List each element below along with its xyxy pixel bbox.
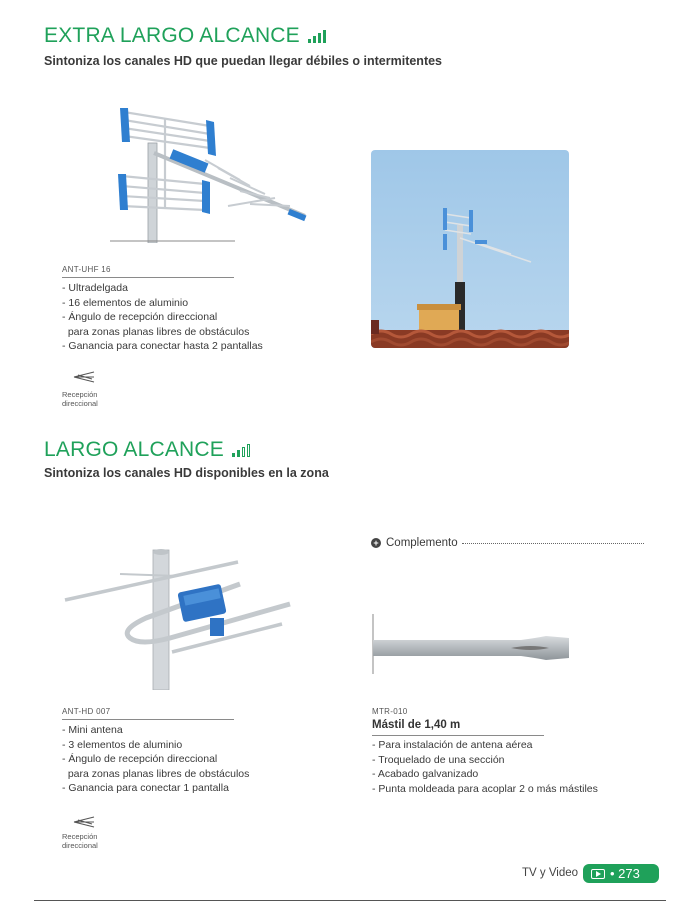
section1-title <box>44 24 326 48</box>
hd-mini-antenna-image <box>60 548 300 690</box>
list-item: - Mini antena <box>62 724 123 736</box>
section1-subtitle: Sintoniza los canales HD que puedan llegar débiles o intermitentes <box>44 54 443 68</box>
direction-icon <box>72 370 96 384</box>
list-item: - Para instalación de antena aérea <box>372 739 533 751</box>
mast-feature-list <box>372 738 598 796</box>
list-item: - Punta moldeada para acoplar 2 o más mástiles <box>372 782 598 795</box>
mast-divider <box>372 735 544 736</box>
direction-label-line: Recepción <box>62 832 98 841</box>
page-number-badge <box>583 864 659 883</box>
mast-title: Mástil de 1,40 m <box>372 719 461 731</box>
list-item: - Ángulo de recepción direccional <box>62 753 218 765</box>
plus-circle-icon: + <box>371 538 381 548</box>
direction-label-line: Recepción <box>62 390 98 399</box>
installed-antenna-photo <box>371 150 569 348</box>
direction-icon <box>72 815 96 829</box>
tv-play-icon <box>591 869 605 879</box>
signal-bars-icon <box>232 443 250 457</box>
list-item: - Ganancia para conectar 1 pantalla <box>62 782 229 794</box>
direction-label <box>62 832 122 850</box>
list-item: para zonas planas libres de obstáculos <box>62 325 250 338</box>
footer-category: TV y Video <box>522 867 579 879</box>
list-item: - Acabado galvanizado <box>372 768 479 780</box>
section1-divider <box>62 277 234 278</box>
uhf-antenna-image <box>110 98 320 243</box>
list-item: - Troquelado de una sección <box>372 753 505 766</box>
list-item: - 3 elementos de aluminio <box>62 738 183 751</box>
mast-product-code: MTR-010 <box>372 707 408 716</box>
list-item: - 16 elementos de aluminio <box>62 296 189 309</box>
direction-label <box>62 390 122 408</box>
section2-divider <box>62 719 234 720</box>
section2-product-code: ANT-HD 007 <box>62 707 111 716</box>
direction-label-line: direccional <box>62 399 98 408</box>
section2-subtitle: Sintoniza los canales HD disponibles en la zona <box>44 466 329 480</box>
footer-rule <box>34 900 666 901</box>
list-item: para zonas planas libres de obstáculos <box>62 767 250 780</box>
list-item: - Ángulo de recepción direccional <box>62 311 218 323</box>
section1-title-text: EXTRA LARGO ALCANCE <box>44 24 300 47</box>
complement-label: Complemento <box>386 537 458 549</box>
section1-feature-list <box>62 281 263 354</box>
section2-title-text: LARGO ALCANCE <box>44 438 224 461</box>
signal-bars-icon <box>308 29 326 43</box>
list-item: - Ultradelgada <box>62 282 128 294</box>
mast-image <box>371 614 571 674</box>
section2-title <box>44 438 250 462</box>
section2-feature-list <box>62 723 249 796</box>
complement-header <box>371 537 644 549</box>
list-item: - Ganancia para conectar hasta 2 pantallas <box>62 340 263 352</box>
page-number: • 273 <box>610 866 640 881</box>
dotted-leader <box>462 543 644 544</box>
section1-product-code: ANT-UHF 16 <box>62 265 111 274</box>
direction-label-line: direccional <box>62 841 98 850</box>
